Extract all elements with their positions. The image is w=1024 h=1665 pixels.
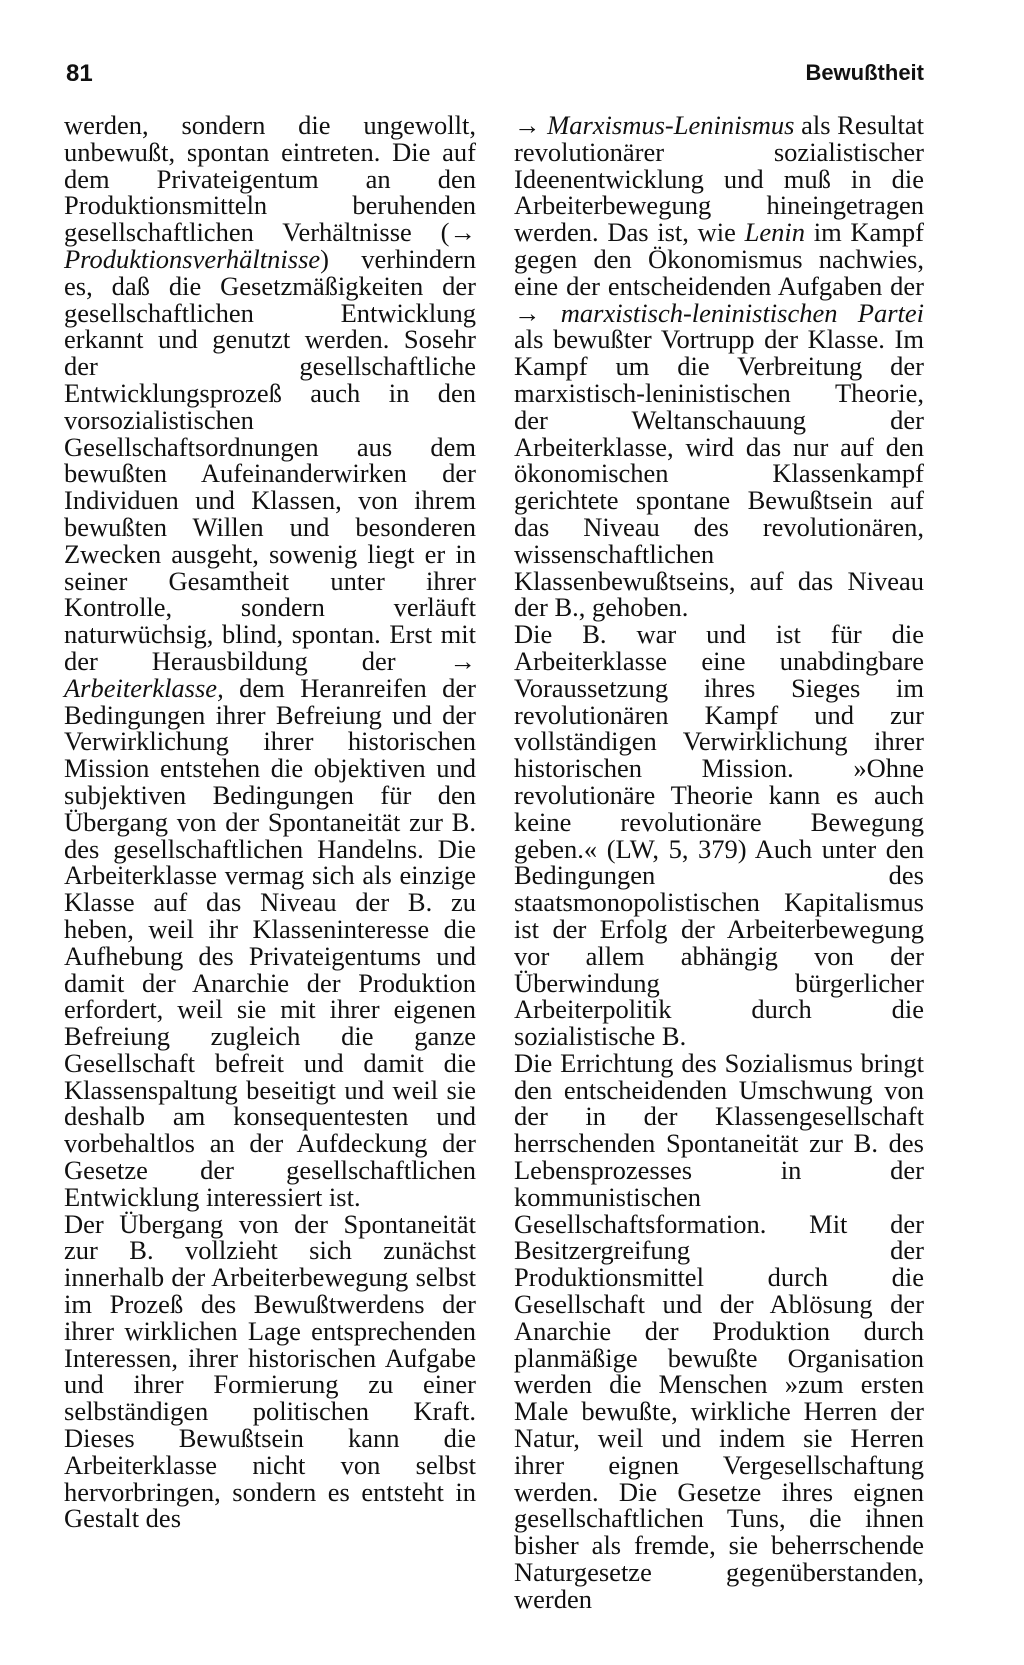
cross-reference: Produktionsverhältnisse (64, 243, 321, 274)
right-column (514, 112, 924, 1613)
paragraph: Die B. war und ist für die Arbeiterklasse eine unabdingbare Voraussetzung ihres Sieges im revolutionären Kampf und zur vollständigen Verwirklichung ihrer historischen Mission. »Ohne revolutionäre Theorie kann es auch keine revolutionäre Bewegung geben.« (LW, 5, 379) Auch unter den Bedingungen des staatsmonopolistischen Kapitalismus ist der Erfolg der Arbeiterbewegung vor allem abhängig von der Überwindung bürgerlicher Arbeiterpolitik durch die sozialistische B. (514, 619, 924, 1052)
paragraph: werden, sondern die ungewollt, unbewußt, spontan eintreten. Die auf dem Privateigentum an den Produktionsmitteln beruhenden gesellschaftlichen Verhältnisse (→ Produktionsverhältnisse) verhindern es, daß die Gesetzmäßigkeiten der gesellschaftlichen Entwicklung erkannt und genutzt werden. Sosehr der gesellschaftliche Entwicklungsprozeß auch in den vorsozialistischen Gesellschaftsordnungen aus dem bewußten Aufeinanderwirken der Individuen und Klassen, von ihrem bewußten Willen und besonderen Zwecken ausgeht, sowenig liegt er in seiner Gesamtheit unter ihrer Kontrolle, sondern verläuft naturwüchsig, blind, spontan. Erst mit der Herausbildung der → Arbeiterklasse, dem Heranreifen der Bedingungen ihrer Befreiung und der Verwirklichung ihrer historischen Mission entstehen die objektiven und subjektiven Bedingungen für den Übergang von der Spontaneität zur B. des gesellschaftlichen Handelns. Die Arbeiterklasse vermag sich als einzige Klasse auf das Niveau der B. zu heben, weil ihr Klasseninteresse die Aufhebung des Privateigentums und damit der Anarchie der Produktion erfordert, weil sie mit ihrer eigenen Befreiung zugleich die ganze Gesellschaft befreit und damit die Klassenspaltung beseitigt und weil sie deshalb am konsequentesten und vorbehaltlos an der Aufdeckung der Gesetze der gesellschaftlichen Entwicklung interessiert ist. (64, 110, 476, 1212)
page-number: 81 (66, 60, 93, 87)
left-column (64, 112, 476, 1532)
cross-reference: Lenin (744, 217, 805, 248)
running-head: Bewußtheit (805, 60, 924, 85)
paragraph: → Marxismus-Leninismus als Resultat revolutionärer sozialistischer Ideenentwicklung und muß in die Arbeiterbewegung hineingetragen werden. Das ist, wie Lenin im Kampf gegen den Ökonomismus nachwies, eine der entscheidenden Aufgaben der → marxistisch-leninistischen Partei als bewußter Vortrupp der Klasse. Im Kampf um die Verbreitung der marxistisch-leninistischen Theorie, der Weltanschauung der Arbeiterklasse, wird das nur auf den ökonomischen Klassenkampf gerichtete spontane Bewußtsein auf das Niveau des revolutionären, wissenschaftlichen Klassenbewußtseins, auf das Niveau der B., gehoben. (514, 110, 925, 623)
cross-reference: marxistisch-leninistischen Partei (560, 297, 924, 328)
paragraph: Die Errichtung des Sozialismus bringt den entscheidenden Umschwung von der in der Klassengesellschaft herrschenden Spontaneität zur B. des Lebensprozesses in der kommunistischen Gesellschaftsformation. Mit der Besitzergreifung der Produktionsmittel durch die Gesellschaft und der Ablösung der Anarchie der Produktion durch planmäßige bewußte Organisation werden die Menschen »zum ersten Male bewußte, wirkliche Herren der Natur, weil und indem sie Herren ihrer eignen Vergesellschaftung werden. Die Gesetze ihres eignen gesellschaftlichen Tuns, die ihnen bisher als fremde, sie beherrschende Naturgesetze gegenüberstanden, werden (514, 1047, 924, 1614)
paragraph: Der Übergang von der Spontaneität zur B. vollzieht sich zunächst innerhalb der Arbeiterbewegung selbst im Prozeß des Bewußtwerdens der ihrer wirklichen Lage entsprechenden Interessen, ihrer historischen Aufgabe und ihrer Formierung zu einer selbständigen politischen Kraft. Dieses Bewußtsein kann die Arbeiterklasse nicht von selbst hervorbringen, sondern es entsteht in Gestalt des (64, 1208, 476, 1534)
cross-reference: Arbeiterklasse, (64, 672, 224, 703)
cross-reference: Marxismus-Leninismus (547, 110, 795, 140)
